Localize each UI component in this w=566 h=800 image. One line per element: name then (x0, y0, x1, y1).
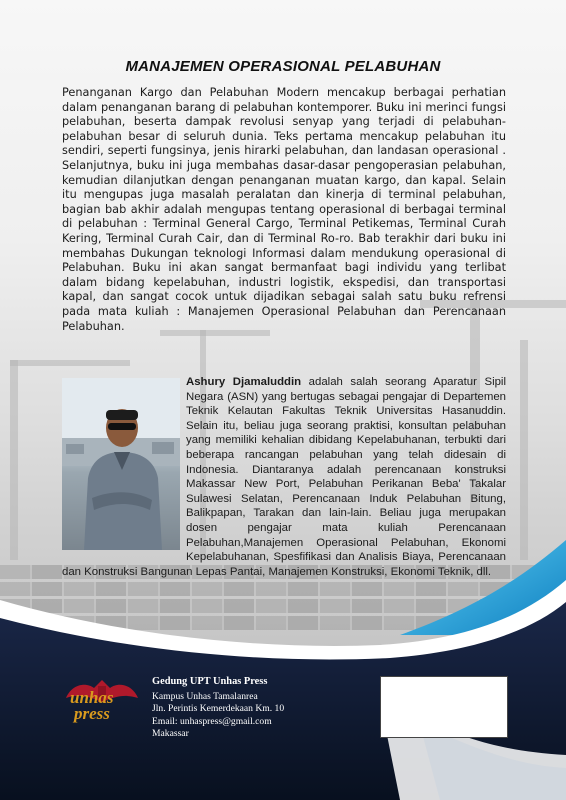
author-bio-text: adalah salah seorang Aparatur Sipil Negara (ASN) yang bertugas sebagai pengajar di Departemen Teknik Kelautan Fakultas Teknik Universitas Hasanuddin. Selain itu, beliau juga seorang praktisi, konsultan pelabuhan yang memiliki kehalian dibidang Kepelabuhanan, terbukti dari beberapa rancangan pelabuhan yang telah didesain di Indonesia. Diantaranya adalah perencanaan konstruksi Makassar New Port, Pelabuhan Perikanan Beba' Takalar Sulawesi Selatan, Perencanaan Induk Pelabuhan Bitung, Balikpapan, Tarakan dan lain-lain. Beliau juga merupakan dosen pengajar mata kuliah Perencanaan Pelabuhan,Manajemen Operasional Pelabuhan, Ekonomi Kepelabuhanan, Spesfifikasi dan Analisis Biaya, Perencanaan dan Konstruksi Bangunan Lepas Pantai, Manajemen Konstruksi, Ekonomi Teknik, dll. (62, 376, 506, 578)
publisher-name: Gedung UPT Unhas Press (152, 676, 268, 687)
publisher-line: Kampus Unhas Tamalanrea (152, 691, 258, 703)
author-name: Ashury Djamaluddin (186, 376, 309, 388)
publisher-line: Makassar (152, 727, 189, 739)
publisher-block (60, 676, 284, 740)
book-blurb: Penanganan Kargo dan Pelabuhan Modern mencakup berbagai perhatian dalam penanganan barang di pelabuhan kontemporer. Buku ini merinci fungsi pelabuhan, beserta dampak revolusi senyap yang terjadi di pelabuhan-pelabuhan besar di seluruh dunia. Teks pertama mencakup pelabuhan itu sendiri, seperti fungsinya, jenis hirarki pelabuhan, dan landasan operasional . Selanjutnya, buku ini juga membahas dasar-dasar pengoperasian pelabuhan, kemudian dilanjutkan dengan penanganan muatan kargo, dan kapal. Selain itu mengupas juga masalah peralatan dan kinerja di terminal pelabuhan, bagian bab akhir adalah mengupas tentang operasional di berbagai terminal di pelabuhan : Terminal General Cargo, Terminal Petikemas, Terminal Curah Kering, Terminal Curah Cair, dan di Terminal Ro-ro. Bab terakhir dari buku ini membahas Dukungan teknologi Informasi dalam mendukung operasional di Pelabuhan. Buku ini akan sangat bermanfaat bagi individu yang terlibat dalam bidang kepelabuhan, industri logistik, ekspedisi, dan transportasi kapal, dan sangat cocok untuk dijadikan sebagai salah satu buku refrensi pada mata kuliah : Manajemen Operasional Pelabuhan dan Perencanaan Pelabuhan. (62, 86, 506, 333)
logo-text-bottom: press (74, 704, 110, 723)
book-title: MANAJEMEN OPERASIONAL PELABUHAN (125, 58, 441, 75)
publisher-line: Email: unhaspress@gmail.com (152, 715, 272, 727)
publisher-line: Jln. Perintis Kemerdekaan Km. 10 (152, 703, 285, 715)
unhas-press-logo (60, 676, 144, 728)
publisher-address (152, 676, 284, 740)
barcode-box (380, 676, 508, 738)
author-bio (62, 375, 506, 579)
logo-text-top: unhas (70, 688, 114, 707)
